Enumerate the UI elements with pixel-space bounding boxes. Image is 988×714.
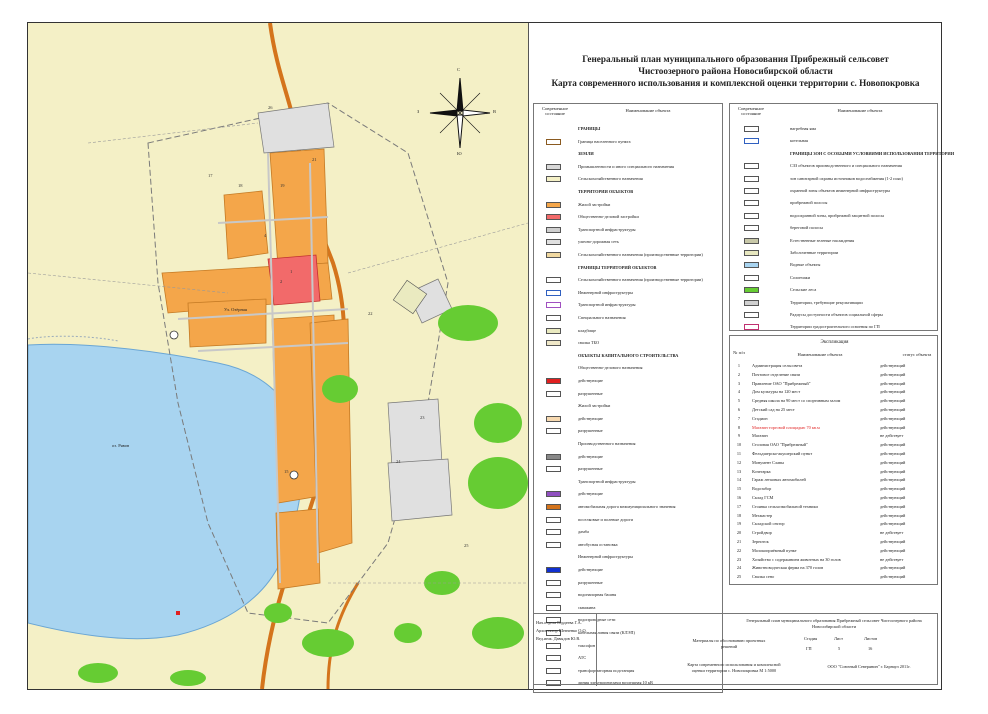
row-name: Зерноток	[752, 539, 769, 544]
row-state: действующий	[880, 468, 906, 474]
red-marker	[176, 611, 180, 615]
legend-label: разрушенные	[578, 428, 603, 434]
legend-label: автобусная остановка	[578, 541, 618, 547]
legend-swatch	[744, 176, 759, 182]
legend-swatch	[546, 139, 561, 145]
row-number: 8	[737, 424, 741, 430]
row-name: Правление ОАО "Прибрежный"	[752, 380, 811, 386]
map-number: 2	[280, 279, 283, 284]
legend-swatch	[546, 252, 561, 258]
legend-label: разрушенные	[578, 466, 603, 472]
legend-panel	[417, 23, 955, 689]
row-state: действующий	[880, 477, 906, 483]
table-row	[732, 415, 937, 422]
row-name: Средняя школа на 90 мест со спортивным залом	[752, 398, 841, 404]
legend-label: поселковые и полевые дороги	[578, 516, 633, 522]
legend-right	[729, 103, 955, 331]
legend-swatch	[546, 391, 561, 397]
row-state: действующий	[880, 442, 906, 448]
map-number: 18	[238, 183, 243, 188]
table-row	[732, 441, 937, 448]
row-state: действующий	[880, 407, 906, 412]
compass-east: В	[493, 109, 497, 114]
legend-swatch	[546, 202, 561, 208]
legend-swatch	[546, 428, 561, 434]
row-state: действующий	[880, 565, 906, 571]
table-row	[732, 397, 937, 404]
legend-label: Солончаки	[790, 274, 811, 280]
row-name: Монумент Славы	[752, 459, 784, 465]
table-row	[732, 468, 937, 475]
legend-label: Транспортной инфраструктуры	[578, 302, 636, 308]
legend-swatch	[744, 238, 759, 244]
row-name: Магазин торговой площадью 70 кв.м	[752, 424, 820, 430]
legend-swatch	[546, 315, 561, 321]
stamp-sheets-h: Листов	[864, 636, 878, 641]
table-row	[732, 388, 937, 395]
legend-label: действующие	[578, 378, 603, 383]
legend-swatch	[546, 239, 561, 245]
row-number: 3	[737, 380, 741, 386]
table-row	[732, 556, 937, 563]
legend-label: Заболоченные территории	[790, 250, 839, 255]
row-state: действующий	[880, 503, 906, 509]
table-row	[732, 547, 937, 554]
row-state: действующий	[880, 415, 906, 421]
compass-north: С	[457, 67, 461, 72]
row-name: Гараж легковых автомобилей	[752, 477, 806, 483]
legend-swatch	[546, 340, 561, 346]
legend-label: береговой полосы	[790, 225, 824, 231]
row-number: 17	[736, 503, 742, 509]
lake-shape	[28, 344, 302, 639]
row-state: действующий	[880, 398, 906, 404]
row-number: 5	[737, 398, 741, 404]
table-row	[732, 564, 937, 571]
map-number: 15	[284, 469, 289, 474]
legend-label: водоохранной зоны, прибрежной защитной полосы	[790, 212, 885, 218]
legend-swatch	[546, 466, 561, 472]
legend-left	[533, 103, 723, 693]
legend-swatch	[744, 312, 759, 318]
row-state: действующий	[880, 539, 906, 544]
compass-south: Ю	[457, 151, 462, 156]
row-state: действующий	[880, 521, 906, 527]
table-row	[732, 362, 937, 369]
row-number: 4	[737, 389, 741, 395]
row-name: Администрация сельсовета	[752, 363, 803, 368]
map-number: 25	[464, 543, 469, 548]
stamp-role: Нач.отдела Гордеева Г.А.	[536, 620, 582, 625]
explication-title: Экспликация	[820, 340, 849, 345]
legend-swatch	[546, 277, 561, 283]
row-state: действующий	[880, 512, 906, 518]
legend-swatch	[546, 227, 561, 233]
row-number: 21	[736, 539, 742, 544]
legend-swatch	[546, 328, 561, 334]
row-number: 7	[737, 415, 741, 421]
title-line-1: Генеральный план муниципального образования Прибрежный сельсовет	[582, 54, 889, 64]
row-number: 24	[736, 565, 742, 571]
row-number: 23	[736, 556, 742, 562]
legend-swatch	[744, 200, 759, 206]
row-name: Молокоприёмный пункт	[752, 547, 797, 553]
legend-label: действующие	[578, 567, 603, 572]
row-number: 16	[736, 495, 742, 500]
row-state: не действует	[880, 433, 904, 439]
stamp-roles	[534, 614, 597, 686]
legend-label: Инженерной инфраструктуры	[578, 554, 633, 560]
legend-swatch	[546, 290, 561, 296]
map-number: 17	[208, 173, 213, 178]
legend-swatch	[546, 517, 561, 523]
table-row	[732, 494, 937, 501]
legend-swatch	[546, 491, 561, 497]
col-name: Наименование объекта	[797, 352, 843, 357]
legend-label: Естественные зеленые насаждения	[790, 237, 855, 243]
legend-label: кладбище	[578, 327, 597, 333]
legend-label: свалка ТБО	[578, 340, 600, 346]
legend-swatch	[546, 378, 561, 384]
table-row	[732, 476, 937, 483]
legend-label: Граница населенного пункта	[578, 138, 631, 144]
table-row	[732, 432, 937, 439]
legend-head-name-r: Наименование объекта	[837, 108, 883, 113]
map-number: 22	[368, 311, 373, 316]
legend-swatch	[546, 302, 561, 308]
table-row	[732, 459, 937, 466]
row-number: 6	[737, 407, 741, 412]
legend-label: действующие	[578, 453, 603, 459]
legend-label: Жилой застройки	[578, 403, 611, 409]
stamp-materials: Материалы по обоснованию проектных решений	[692, 638, 766, 649]
table-row	[732, 538, 937, 545]
row-name: Кочегарка	[752, 468, 771, 474]
row-state: действующий	[880, 459, 906, 465]
legend-swatch	[546, 454, 561, 460]
row-number: 15	[736, 486, 742, 492]
legend-label: Сельские леса	[790, 287, 817, 293]
row-name: Животноводческая ферма на 370 голов	[752, 565, 824, 571]
legend-label: Водные объекты	[790, 262, 821, 268]
legend-label: Территории градостроительного освоения по ГП	[790, 324, 880, 330]
legend-swatch	[546, 529, 561, 535]
row-state: действующий	[880, 380, 906, 386]
table-row	[732, 503, 937, 510]
legend-label: кабельная линия связи (КЛЭП)	[578, 630, 635, 635]
map-number: 26	[268, 105, 273, 110]
row-name: Мехмастер	[752, 512, 773, 518]
row-state: действующий	[880, 371, 906, 377]
row-number: 22	[736, 547, 742, 553]
stamp-project: Генеральный план муниципального образования Прибрежный сельсовет Чистоозерного района Новосибирской области	[746, 618, 922, 629]
legend-label: зон санитарной охраны источников водоснабжения (1-2 пояс)	[790, 175, 903, 181]
legend-swatch	[744, 250, 759, 256]
street-label: Ул. Озёрная	[224, 307, 247, 312]
legend-label: разрушенные	[578, 579, 603, 585]
legend-label: Общественно-делового назначения	[578, 365, 643, 371]
legend-label: скважина	[578, 604, 596, 610]
legend-label: Сельскохозяйственного назначения	[578, 176, 643, 182]
legend-swatch	[744, 324, 759, 330]
legend-label: действующие	[578, 415, 603, 421]
stamp-sheet: 5	[838, 646, 841, 651]
legend-swatch	[546, 214, 561, 220]
explication-table	[729, 335, 938, 585]
row-name: Склад ГСМ	[752, 495, 774, 500]
legend-label: Территории, требующие рекультивации	[790, 299, 863, 305]
title-block	[533, 613, 938, 685]
table-row	[732, 450, 937, 457]
row-name: Хозяйство с содержанием животных на 30 голов	[752, 556, 841, 562]
legend-swatch	[546, 592, 561, 598]
legend-label: Сельскохозяйственного назначения (производственные территории)	[578, 277, 703, 283]
legend-swatch	[744, 275, 759, 281]
legend-swatch	[546, 580, 561, 586]
col-no: № п/п	[733, 350, 745, 355]
legend-head-state-r: Современное состояние	[737, 106, 765, 116]
legend-head-name: Наименование объекта	[625, 108, 671, 113]
row-name: Стадион	[752, 415, 768, 421]
table-row	[732, 520, 937, 527]
table-row	[732, 424, 937, 431]
legend-label: улично-дорожная сеть	[578, 239, 619, 245]
row-name: Почтовое отделение связи	[752, 371, 800, 377]
legend-label: разрушенные	[578, 390, 603, 396]
title-line-2: Чистоозерного района Новосибирской области	[638, 66, 833, 76]
row-number: 19	[736, 521, 742, 527]
row-name: Магазин	[752, 433, 768, 439]
legend-label: ГРАНИЦЫ ЗОН С ОСОБЫМИ УСЛОВИЯМИ ИСПОЛЬЗОВАНИЯ ТЕРРИТОРИИ	[790, 150, 955, 156]
legend-label: Транспортной инфраструктуры	[578, 478, 636, 484]
legend-label: котельная	[790, 138, 809, 144]
title-line-3: Карта современного использования и комплексной оценки территории с. Новопокровка	[551, 78, 920, 88]
legend-swatch	[546, 504, 561, 510]
legend-label: Жилой застройки	[578, 201, 611, 207]
legend-label: ГРАНИЦЫ ТЕРРИТОРИЙ ОБЪЕКТОВ	[578, 264, 657, 270]
row-state: действующий	[880, 574, 906, 580]
row-state: действующий	[880, 547, 906, 553]
stamp-stage: ГП	[806, 646, 812, 651]
legend-label: прибрежной полосы	[790, 200, 828, 206]
row-state: действующий	[880, 495, 906, 500]
table-row	[732, 529, 937, 536]
legend-label: автомобильная дорога межмуниципального значения	[578, 504, 676, 509]
row-name: Детский сад на 25 мест	[752, 407, 795, 412]
legend-label: трансформаторная подстанция	[578, 667, 635, 673]
row-number: 25	[736, 574, 742, 580]
row-state: действующий	[880, 389, 906, 395]
legend-label: действующие	[578, 491, 603, 497]
legend-label: Сельскохозяйственного назначения (производственные территории)	[578, 252, 703, 257]
pump-mark	[290, 471, 298, 479]
row-state: действующий	[880, 451, 906, 456]
legend-swatch	[744, 188, 759, 194]
stamp-role: Вед.инж. Давыдов Ю.В.	[536, 636, 581, 641]
legend-label: Общественно-деловой застройки	[578, 214, 639, 220]
compass-rose	[425, 73, 495, 153]
row-state: не действует	[880, 556, 904, 562]
row-number: 20	[736, 530, 742, 536]
legend-label: АТС	[578, 655, 587, 661]
legend-label: Специального назначения	[578, 315, 626, 320]
legend-label: Производственного назначения	[578, 441, 636, 446]
legend-label: водонапорная башня	[578, 592, 617, 598]
legend-label: охранной зоны объектов инженерной инфраструктуры	[790, 188, 891, 193]
legend-swatch	[744, 262, 759, 268]
row-name: Столовая ОАО "Прибрежный"	[752, 442, 808, 448]
stamp-role: Архитектор Шевченко О.О.	[536, 628, 587, 633]
stamp-sheets: 16	[868, 646, 873, 651]
stamp-map-name: Карта современного использования и комплексной оценки территории с. Новопокровка М 1:5000	[687, 662, 781, 673]
legend-swatch	[744, 126, 759, 132]
legend-label: Промышленности и иного специального назначения	[578, 163, 674, 169]
legend-label: ГРАНИЦЫ	[578, 126, 601, 131]
map-number: 21	[312, 157, 317, 162]
row-name: Стройдвор	[752, 530, 772, 536]
legend-label: линия электропередачи воздушная 10 кВ	[578, 680, 653, 686]
row-number: 10	[736, 442, 742, 448]
row-name: Стоянка сельхозмобильной техники	[752, 503, 818, 509]
legend-label: нагребная яма	[790, 126, 817, 131]
legend-label: водопроводные сети	[578, 617, 616, 623]
map-number: 24	[396, 459, 401, 464]
row-state: не действует	[880, 530, 904, 536]
legend-swatch	[546, 605, 561, 611]
map-number: 1	[290, 269, 293, 274]
legend-swatch	[546, 176, 561, 182]
row-number: 11	[736, 451, 742, 456]
legend-label: дамба	[578, 529, 589, 535]
table-row	[732, 371, 937, 378]
lake-label: оз. Рявов	[112, 443, 130, 448]
legend-swatch	[744, 213, 759, 219]
table-row	[732, 380, 937, 387]
legend-label: ЗЕМЛИ	[578, 151, 594, 157]
legend-swatch	[744, 300, 759, 306]
legend-swatch	[744, 163, 759, 169]
row-name: Фельдшерско-акушерский пункт	[752, 451, 813, 456]
col-state: статус объекта	[902, 352, 932, 357]
row-number: 14	[736, 477, 742, 483]
map-number: 4	[264, 233, 267, 238]
row-number: 13	[736, 468, 742, 474]
sheet-title	[529, 53, 942, 89]
map-number: 23	[420, 415, 425, 420]
legend-swatch	[546, 567, 561, 573]
map-number: 19	[280, 183, 285, 188]
row-state: действующий	[880, 363, 906, 368]
row-state: действующий	[880, 486, 906, 492]
legend-swatch	[744, 225, 759, 231]
legend-swatch	[744, 138, 759, 144]
table-row	[732, 406, 937, 413]
row-name: Свалка сено	[752, 574, 775, 580]
legend-swatch	[546, 416, 561, 422]
legend-label: Радиусы доступности объектов социальной сферы	[790, 312, 883, 317]
legend-swatch	[744, 287, 759, 293]
stamp-org: ООО "Союзный Северянин" г. Барнаул 2011г.	[827, 664, 911, 669]
table-row	[732, 573, 937, 580]
legend-swatch	[546, 542, 561, 548]
legend-label: Транспортной инфраструктуры	[578, 226, 636, 232]
row-number: 1	[737, 363, 741, 368]
table-row	[732, 512, 937, 519]
stamp-stage-h: Стадия	[804, 636, 818, 641]
row-name: Складской сектор	[752, 521, 785, 527]
legend-head-state: Современное состояние	[541, 106, 569, 116]
legend-swatch	[546, 164, 561, 170]
water-tower-mark	[170, 331, 178, 339]
row-state: действующий	[880, 424, 906, 430]
row-number: 18	[736, 512, 742, 518]
table-row	[732, 485, 937, 492]
legend-label: ТЕРРИТОРИИ ОБЪЕКТОВ	[578, 189, 634, 194]
legend-label: СЗЗ объектов производственного и специального назначения	[790, 163, 902, 169]
row-number: 12	[736, 459, 742, 465]
row-name: Водозабор	[752, 486, 772, 492]
legend-label: Инженерной инфраструктуры	[578, 289, 633, 295]
legend-label: ОБЪЕКТЫ КАПИТАЛЬНОГО СТРОИТЕЛЬСТВА	[578, 352, 679, 358]
compass-west: З	[417, 109, 420, 114]
row-name: Дом культуры на 120 мест	[752, 389, 801, 395]
row-number: 2	[737, 371, 741, 377]
legend-label: таксофон	[578, 642, 596, 648]
lake-shore-marsh	[28, 336, 118, 341]
stamp-sheet-h: Лист	[834, 636, 843, 641]
row-number: 9	[737, 433, 741, 439]
